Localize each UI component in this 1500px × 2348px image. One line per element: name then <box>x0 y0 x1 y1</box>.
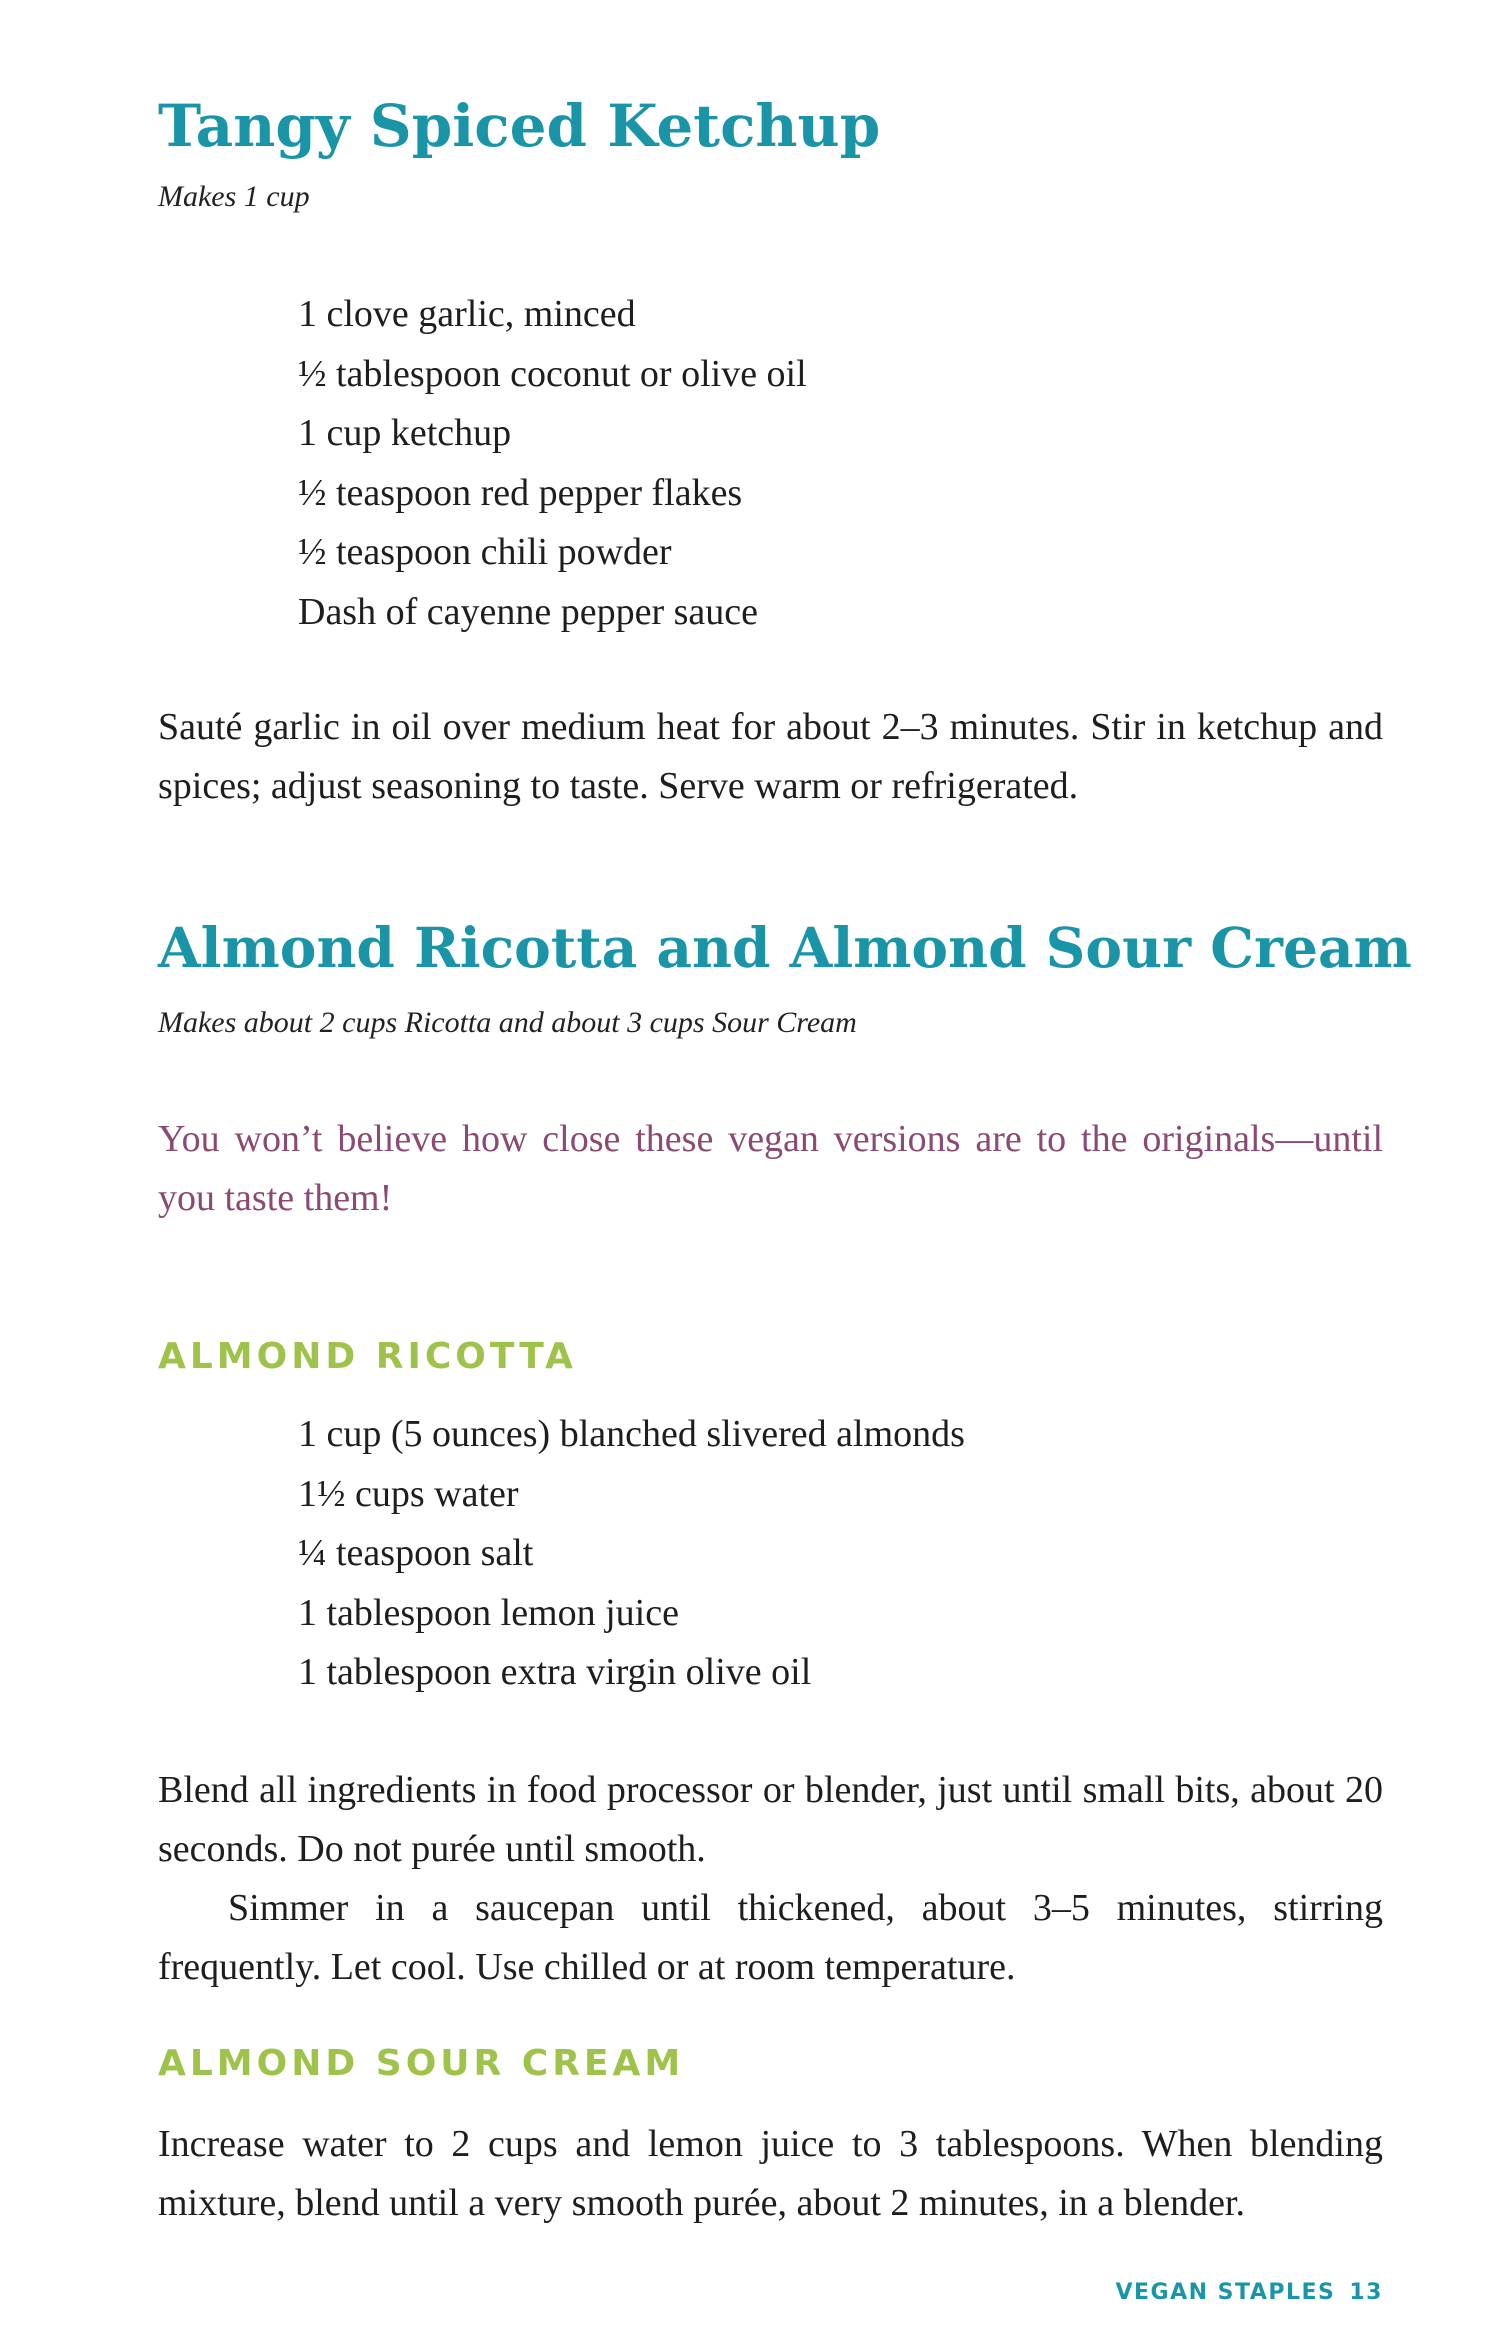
ingredient-item: ½ teaspoon red pepper flakes <box>298 471 743 514</box>
ingredient-item: ½ tablespoon coconut or olive oil <box>298 352 807 395</box>
subhead-almond-sour-cream: ALMOND SOUR CREAM <box>158 2043 685 2084</box>
ingredient-item: ½ teaspoon chili powder <box>298 531 672 573</box>
recipe-page <box>158 0 1412 2348</box>
directions-ricotta-2: Simmer in a saucepan until thickened, about 3–5 minutes, stirring frequently. Let cool. Use chilled or at room temperature. <box>158 1887 1383 1988</box>
ingredient-item: Dash of cayenne pepper sauce <box>298 590 758 633</box>
recipe-yield-ketchup: Makes 1 cup <box>158 180 310 213</box>
directions-ricotta-1: Blend all ingredients in food processor or blender, just until small bits, about 20 seconds. Do not purée until smooth. <box>158 1769 1383 1870</box>
recipe-yield-almond: Makes about 2 cups Ricotta and about 3 cups Sour Cream <box>158 1006 857 1039</box>
ingredient-list-ricotta <box>298 1405 965 1703</box>
footer-section-title: VEGAN STAPLES <box>1115 2280 1336 2305</box>
directions-ketchup: Sauté garlic in oil over medium heat for about 2–3 minutes. Stir in ketchup and spices; adjust seasoning to taste. Serve warm or refrigerated. <box>158 706 1383 807</box>
page-number: 13 <box>1349 2280 1383 2305</box>
recipe-intro-almond: You won’t believe how close these vegan versions are to the originals—until you taste them! <box>158 1118 1383 1219</box>
ingredient-item: ¼ teaspoon salt <box>298 1532 534 1574</box>
recipe-title-almond: Almond Ricotta and Almond Sour Cream <box>158 915 1412 980</box>
ingredient-item: 1 clove garlic, minced <box>298 293 636 335</box>
page-footer <box>1115 2280 1383 2305</box>
ingredient-item: 1 cup (5 ounces) blanched slivered almonds <box>298 1413 965 1455</box>
ingredient-item: 1 tablespoon extra virgin olive oil <box>298 1651 812 1693</box>
subhead-almond-ricotta: ALMOND RICOTTA <box>158 1336 577 1377</box>
directions-sour-cream: Increase water to 2 cups and lemon juice to 3 tablespoons. When blending mixture, blend until a very smooth purée, about 2 minutes, in a blender. <box>158 2123 1383 2224</box>
ingredient-list-ketchup <box>298 285 807 642</box>
ingredient-item: 1 cup ketchup <box>298 412 512 454</box>
recipe-title-ketchup: Tangy Spiced Ketchup <box>158 92 881 160</box>
ingredient-item: 1 tablespoon lemon juice <box>298 1591 679 1634</box>
ingredient-item: 1½ cups water <box>298 1472 519 1515</box>
